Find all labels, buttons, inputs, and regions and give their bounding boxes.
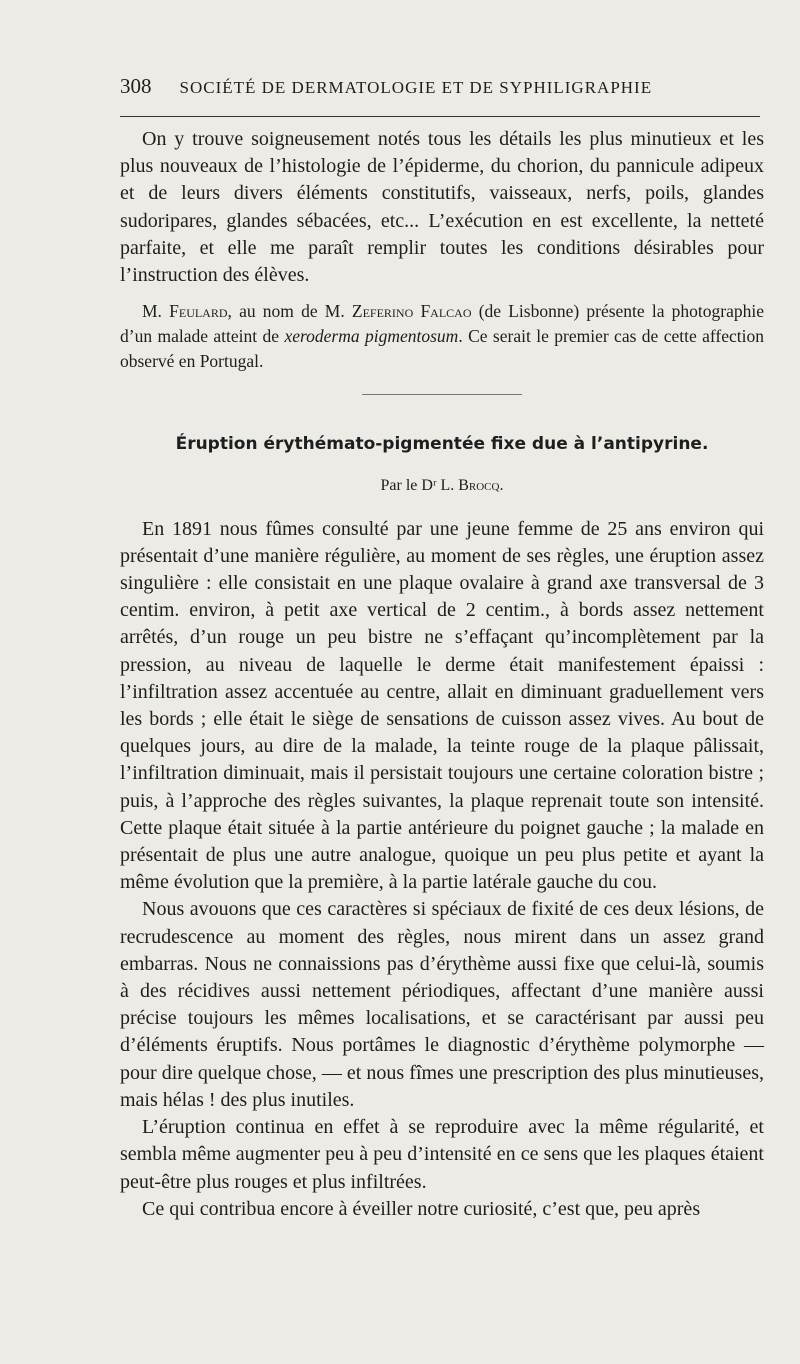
- article-paragraph: Nous avouons que ces caractères si spéciaux de fixité de ces deux lésions, de recrudescence au moment des règles, nous mirent dans un assez grand embarras. Nous ne connaissions pas d’érythème aussi fixe que celui-là, soumis à des récidives aussi nettement périodiques, affectant d’une manière aussi précise toujours les mêmes localisations, et se caractérisant par aussi peu d’éléments éruptifs. Nous portâmes le diagnostic d’érythème polymorphe — pour dire quelque chose, — et nous fîmes une prescription des plus minutieuses, mais hélas ! des plus inutiles.: [120, 898, 764, 1111]
- page-number: 308: [120, 74, 152, 98]
- byline-suffix: .: [499, 477, 504, 495]
- p2-after-names: (de Lisbonne) présente la photographie d’un malade atteint de: [120, 301, 764, 347]
- author-feulard: Feulard: [169, 301, 228, 322]
- byline-author: Brocq: [458, 477, 500, 495]
- article-body: [120, 516, 764, 1223]
- paragraph-feulard: [120, 299, 764, 374]
- body-text: [120, 126, 764, 1223]
- section-separator: [362, 394, 522, 395]
- author-falcao: Zeferino Falcao: [351, 301, 472, 322]
- p2-end: . Ce serait le premier cas de cette affection observé en Portugal.: [120, 326, 764, 372]
- article-paragraph: L’éruption continua en effet à se reproduire avec la même régularité, et sembla même augmenter peu à peu d’intensité en ce sens que les plaques étaient peut-être plus rouges et plus infiltrées.: [120, 1116, 764, 1193]
- header-rule: [120, 116, 760, 117]
- article-title: Éruption érythémato-pigmentée fixe due à l’antipyrine.: [175, 434, 709, 455]
- article-paragraph: En 1891 nous fûmes consulté par une jeune femme de 25 ans environ qui présentait d’une manière régulière, au moment de ses règles, une éruption assez singulière : elle consistait en une plaque ovalaire à grand axe transversal de 3 centim. environ, à petit axe vertical de 2 centim., à bords assez nettement arrêtés, d’un rouge un peu bistre ne s’effaçant qu’incomplètement par la pression, au niveau de laquelle le derme était manifestement épaissi : l’infiltration assez accentuée au centre, allait en diminuant graduellement vers les bords ; elle était le siège de sensations de cuisson assez vives. Au bout de quelques jours, au dire de la malade, la teinte rouge de la plaque pâlissait, l’infiltration diminuait, mais il persistait toujours une certaine coloration bistre ; puis, à l’approche des règles suivantes, la plaque reprenait toute son intensité. Cette plaque était située à la partie antérieure du poignet gauche ; la malade en présentait de plus une autre analogue, quoique un peu plus petite et ayant la même évolution que la première, à la partie latérale gauche du cou.: [120, 517, 764, 894]
- p2-prefix: M.: [142, 301, 170, 322]
- running-title: SOCIÉTÉ DE DERMATOLOGIE ET DE SYPHILIGRAPHIE: [179, 78, 653, 97]
- p2-mid: , au nom de M.: [227, 301, 352, 322]
- paragraph-histology: On y trouve soigneusement notés tous les détails les plus minutieux et les plus nouveaux de l’histologie de l’épiderme, du chorion, du pannicule adipeux et de leurs divers éléments constitutifs, vaisseaux, nerfs, poils, glandes sudoripares, glandes sébacées, etc... L’exécution en est excellente, la netteté parfaite, et elle me paraît remplir toutes les conditions désirables pour l’instruction des élèves.: [120, 128, 764, 287]
- article-paragraph: Ce qui contribua encore à éveiller notre curiosité, c’est que, peu après: [142, 1197, 701, 1220]
- disease-name: xeroderma pigmentosum: [284, 326, 459, 347]
- article-byline: [120, 472, 764, 499]
- running-header: [120, 74, 760, 99]
- byline-prefix: Par le Dʳ L.: [380, 477, 459, 495]
